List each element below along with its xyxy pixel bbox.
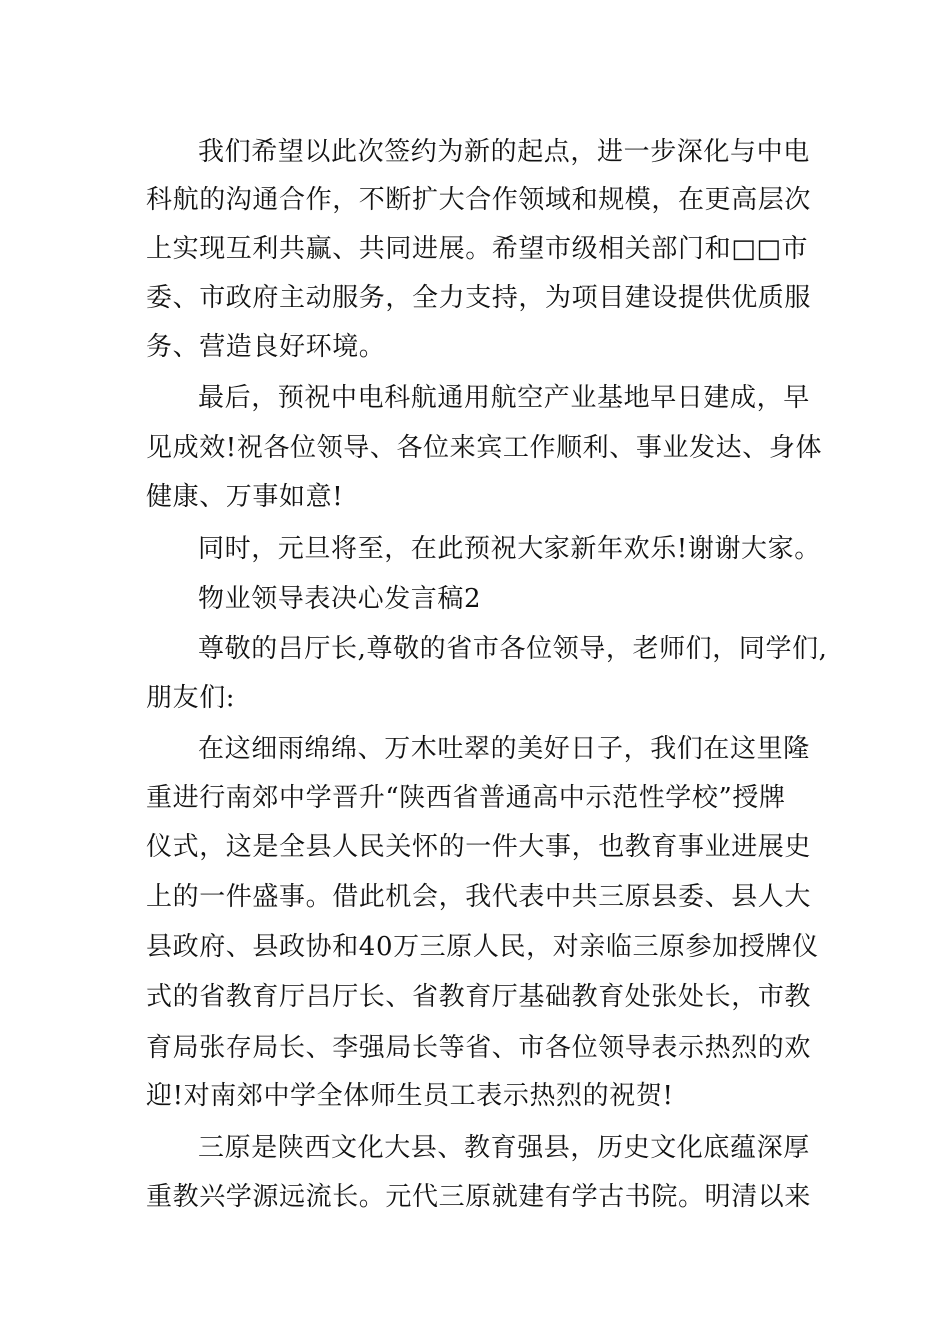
text-line: 式的省教育厅吕厅长、省教育厅基础教育处张处长，市教: [146, 982, 812, 1012]
text-line: 我们希望以此次签约为新的起点，进一步深化与中电: [198, 137, 810, 167]
text-line: 同时，元旦将至，在此预祝大家新年欢乐!谢谢大家。: [198, 534, 821, 564]
text-line: 县政府、县政协和40万三原人民，对亲临三原参加授牌仪: [146, 932, 819, 962]
text-line: 朋友们:: [146, 683, 236, 713]
text-line: 仪式，这是全县人民关怀的一件大事，也教育事业进展史: [146, 832, 812, 862]
section-heading: 物业领导表决心发言稿2: [198, 584, 482, 614]
text-line: 在这细雨绵绵、万木吐翠的美好日子，我们在这里隆: [198, 734, 810, 764]
text-line: 委、市政府主动服务，全力支持，为项目建设提供优质服: [146, 283, 812, 313]
text-line: 迎!对南郊中学全体师生员工表示热烈的祝贺!: [146, 1081, 674, 1111]
text-line: 尊敬的吕厅长,尊敬的省市各位领导，老师们，同学们,: [198, 634, 828, 664]
text-line: 育局张存局长、李强局长等省、市各位领导表示热烈的欢: [146, 1033, 812, 1063]
text-line: 见成效!祝各位领导、各位来宾工作顺利、事业发达、身体: [146, 433, 823, 463]
text-line: 最后，预祝中电科航通用航空产业基地早日建成，早: [198, 383, 810, 413]
text-line: 上实现互利共赢、共同进展。希望市级相关部门和□□市: [146, 234, 809, 264]
text-line: 健康、万事如意!: [146, 482, 344, 512]
text-line: 重进行南郊中学晋升“陕西省普通高中示范性学校”授牌: [146, 783, 786, 813]
text-line: 科航的沟通合作，不断扩大合作领域和规模，在更高层次: [146, 185, 812, 215]
text-line: 上的一件盛事。借此机会，我代表中共三原县委、县人大: [146, 882, 812, 912]
text-line: 重教兴学源远流长。元代三原就建有学古书院。明清以来: [146, 1182, 812, 1212]
text-line: 务、营造良好环境。: [146, 332, 386, 362]
text-line: 三原是陕西文化大县、教育强县，历史文化底蕴深厚: [198, 1133, 810, 1163]
